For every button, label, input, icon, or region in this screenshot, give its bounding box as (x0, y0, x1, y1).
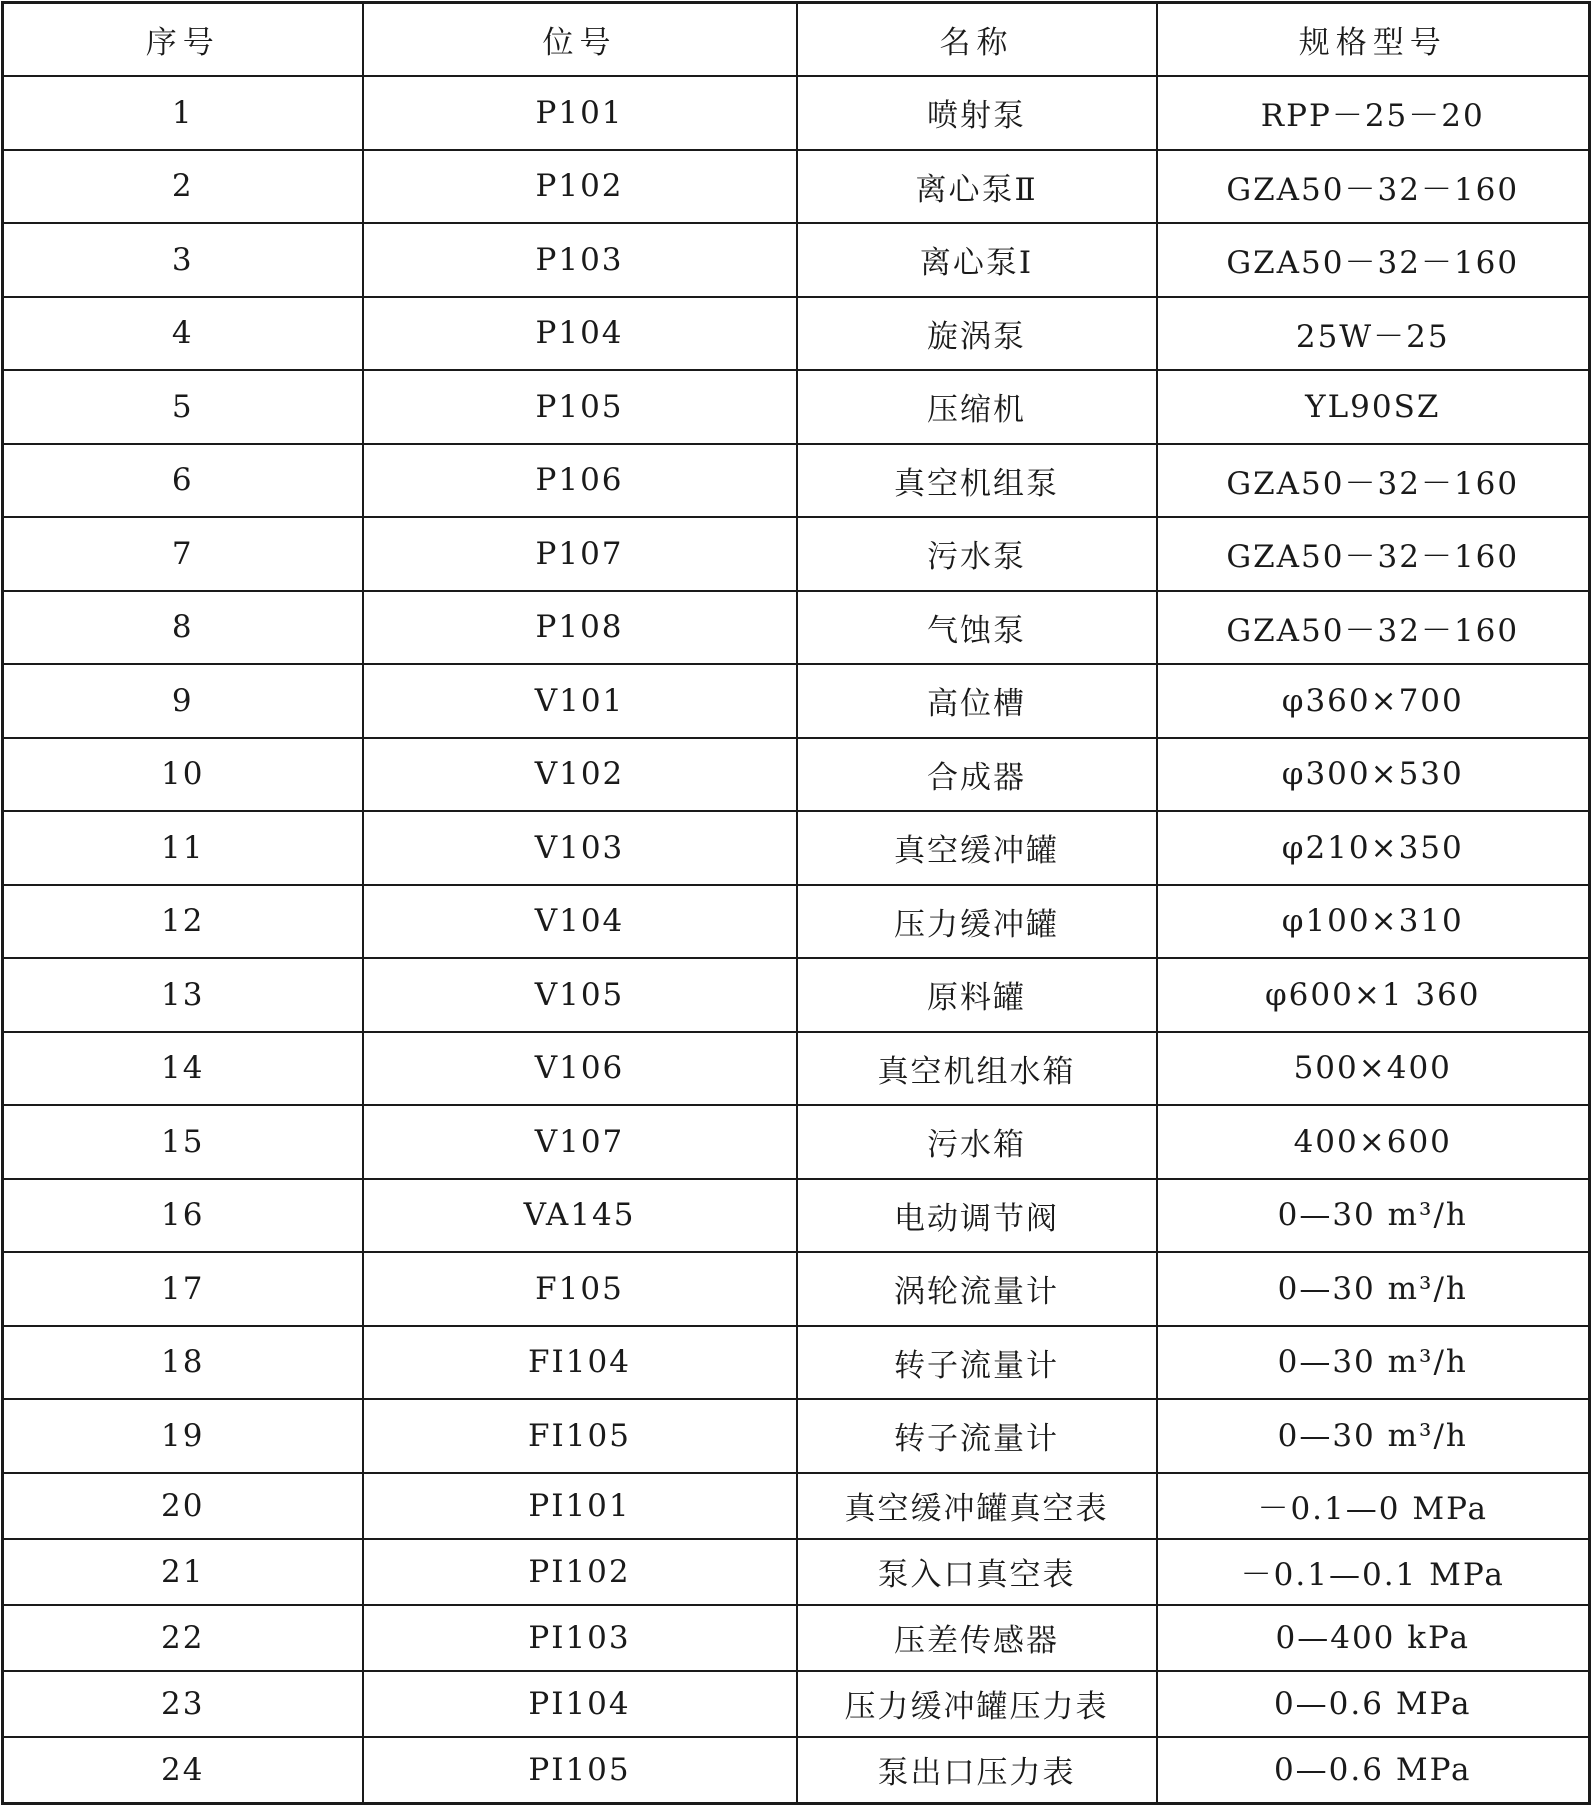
cell-tag: P102 (363, 150, 797, 224)
table-row (3, 591, 1590, 665)
cell-tag: V106 (363, 1032, 797, 1106)
cell-no: 23 (3, 1671, 363, 1737)
cell-name: 离心泵Ⅱ (797, 150, 1157, 224)
table-row (3, 811, 1590, 885)
cell-tag: PI101 (363, 1473, 797, 1539)
cell-tag: V103 (363, 811, 797, 885)
table-row (3, 1032, 1590, 1106)
cell-spec: 0—30 m³/h (1157, 1179, 1590, 1253)
cell-tag: P105 (363, 370, 797, 444)
cell-no: 5 (3, 370, 363, 444)
cell-tag: V101 (363, 664, 797, 738)
cell-no: 24 (3, 1737, 363, 1804)
table-row (3, 76, 1590, 150)
header-spec: 规格型号 (1157, 3, 1590, 77)
table-row (3, 1179, 1590, 1253)
cell-no: 13 (3, 958, 363, 1032)
cell-spec: 0—400 kPa (1157, 1605, 1590, 1671)
table-row (3, 444, 1590, 518)
cell-no: 8 (3, 591, 363, 665)
cell-no: 11 (3, 811, 363, 885)
cell-no: 18 (3, 1326, 363, 1400)
cell-tag: V102 (363, 738, 797, 812)
cell-name: 涡轮流量计 (797, 1252, 1157, 1326)
cell-name: 气蚀泵 (797, 591, 1157, 665)
header-row (3, 3, 1590, 77)
table-row (3, 958, 1590, 1032)
cell-tag: P107 (363, 517, 797, 591)
cell-tag: P103 (363, 223, 797, 297)
table-row (3, 517, 1590, 591)
table-row (3, 223, 1590, 297)
cell-name: 旋涡泵 (797, 297, 1157, 371)
table-row (3, 1105, 1590, 1179)
cell-spec: φ100×310 (1157, 885, 1590, 959)
cell-name: 压差传感器 (797, 1605, 1157, 1671)
table-row (3, 297, 1590, 371)
cell-tag: FI105 (363, 1399, 797, 1473)
cell-no: 4 (3, 297, 363, 371)
table-row (3, 738, 1590, 812)
cell-tag: V105 (363, 958, 797, 1032)
table-row (3, 1539, 1590, 1605)
table-header (3, 3, 1590, 77)
cell-spec: YL90SZ (1157, 370, 1590, 444)
cell-no: 17 (3, 1252, 363, 1326)
cell-spec: GZA50－32－160 (1157, 444, 1590, 518)
cell-no: 1 (3, 76, 363, 150)
cell-tag: PI104 (363, 1671, 797, 1737)
cell-name: 污水泵 (797, 517, 1157, 591)
cell-spec: φ300×530 (1157, 738, 1590, 812)
cell-spec: φ360×700 (1157, 664, 1590, 738)
cell-spec: GZA50－32－160 (1157, 150, 1590, 224)
cell-spec: φ210×350 (1157, 811, 1590, 885)
cell-spec: GZA50－32－160 (1157, 517, 1590, 591)
table-row (3, 885, 1590, 959)
cell-no: 7 (3, 517, 363, 591)
cell-no: 20 (3, 1473, 363, 1539)
table-row (3, 150, 1590, 224)
cell-spec: RPP－25－20 (1157, 76, 1590, 150)
header-tag: 位号 (363, 3, 797, 77)
table-row (3, 1473, 1590, 1539)
cell-no: 3 (3, 223, 363, 297)
cell-name: 原料罐 (797, 958, 1157, 1032)
cell-tag: P108 (363, 591, 797, 665)
header-name: 名称 (797, 3, 1157, 77)
cell-spec: 0—0.6 MPa (1157, 1671, 1590, 1737)
cell-name: 转子流量计 (797, 1326, 1157, 1400)
cell-name: 压缩机 (797, 370, 1157, 444)
table-row (3, 1605, 1590, 1671)
cell-tag: F105 (363, 1252, 797, 1326)
cell-tag: FI104 (363, 1326, 797, 1400)
cell-spec: φ600×1 360 (1157, 958, 1590, 1032)
cell-spec: 0—30 m³/h (1157, 1326, 1590, 1400)
cell-name: 离心泵Ⅰ (797, 223, 1157, 297)
cell-name: 污水箱 (797, 1105, 1157, 1179)
cell-spec: 0—0.6 MPa (1157, 1737, 1590, 1804)
cell-name: 泵出口压力表 (797, 1737, 1157, 1804)
cell-no: 9 (3, 664, 363, 738)
cell-no: 6 (3, 444, 363, 518)
cell-tag: P104 (363, 297, 797, 371)
cell-spec: 25W－25 (1157, 297, 1590, 371)
table-row (3, 1671, 1590, 1737)
cell-spec: 500×400 (1157, 1032, 1590, 1106)
cell-name: 合成器 (797, 738, 1157, 812)
cell-spec: 400×600 (1157, 1105, 1590, 1179)
cell-no: 22 (3, 1605, 363, 1671)
cell-no: 14 (3, 1032, 363, 1106)
cell-name: 高位槽 (797, 664, 1157, 738)
table-row (3, 1737, 1590, 1804)
cell-name: 真空机组水箱 (797, 1032, 1157, 1106)
cell-tag: PI105 (363, 1737, 797, 1804)
cell-name: 喷射泵 (797, 76, 1157, 150)
table-body (3, 76, 1590, 1803)
table-row (3, 1326, 1590, 1400)
header-no: 序号 (3, 3, 363, 77)
cell-name: 转子流量计 (797, 1399, 1157, 1473)
cell-tag: P101 (363, 76, 797, 150)
cell-spec: 0—30 m³/h (1157, 1252, 1590, 1326)
cell-no: 10 (3, 738, 363, 812)
cell-spec: 0—30 m³/h (1157, 1399, 1590, 1473)
cell-tag: PI102 (363, 1539, 797, 1605)
cell-name: 压力缓冲罐 (797, 885, 1157, 959)
cell-tag: V104 (363, 885, 797, 959)
table-row (3, 1399, 1590, 1473)
cell-name: 真空缓冲罐真空表 (797, 1473, 1157, 1539)
cell-tag: V107 (363, 1105, 797, 1179)
table-row (3, 1252, 1590, 1326)
equipment-table (1, 1, 1591, 1805)
cell-spec: GZA50－32－160 (1157, 591, 1590, 665)
cell-name: 压力缓冲罐压力表 (797, 1671, 1157, 1737)
cell-name: 泵入口真空表 (797, 1539, 1157, 1605)
cell-tag: PI103 (363, 1605, 797, 1671)
cell-no: 15 (3, 1105, 363, 1179)
cell-tag: VA145 (363, 1179, 797, 1253)
cell-no: 21 (3, 1539, 363, 1605)
cell-no: 12 (3, 885, 363, 959)
cell-spec: GZA50－32－160 (1157, 223, 1590, 297)
cell-no: 19 (3, 1399, 363, 1473)
table-row (3, 664, 1590, 738)
cell-no: 2 (3, 150, 363, 224)
cell-spec: －0.1—0.1 MPa (1157, 1539, 1590, 1605)
cell-name: 电动调节阀 (797, 1179, 1157, 1253)
cell-no: 16 (3, 1179, 363, 1253)
cell-name: 真空机组泵 (797, 444, 1157, 518)
cell-name: 真空缓冲罐 (797, 811, 1157, 885)
cell-spec: －0.1—0 MPa (1157, 1473, 1590, 1539)
cell-tag: P106 (363, 444, 797, 518)
table-row (3, 370, 1590, 444)
